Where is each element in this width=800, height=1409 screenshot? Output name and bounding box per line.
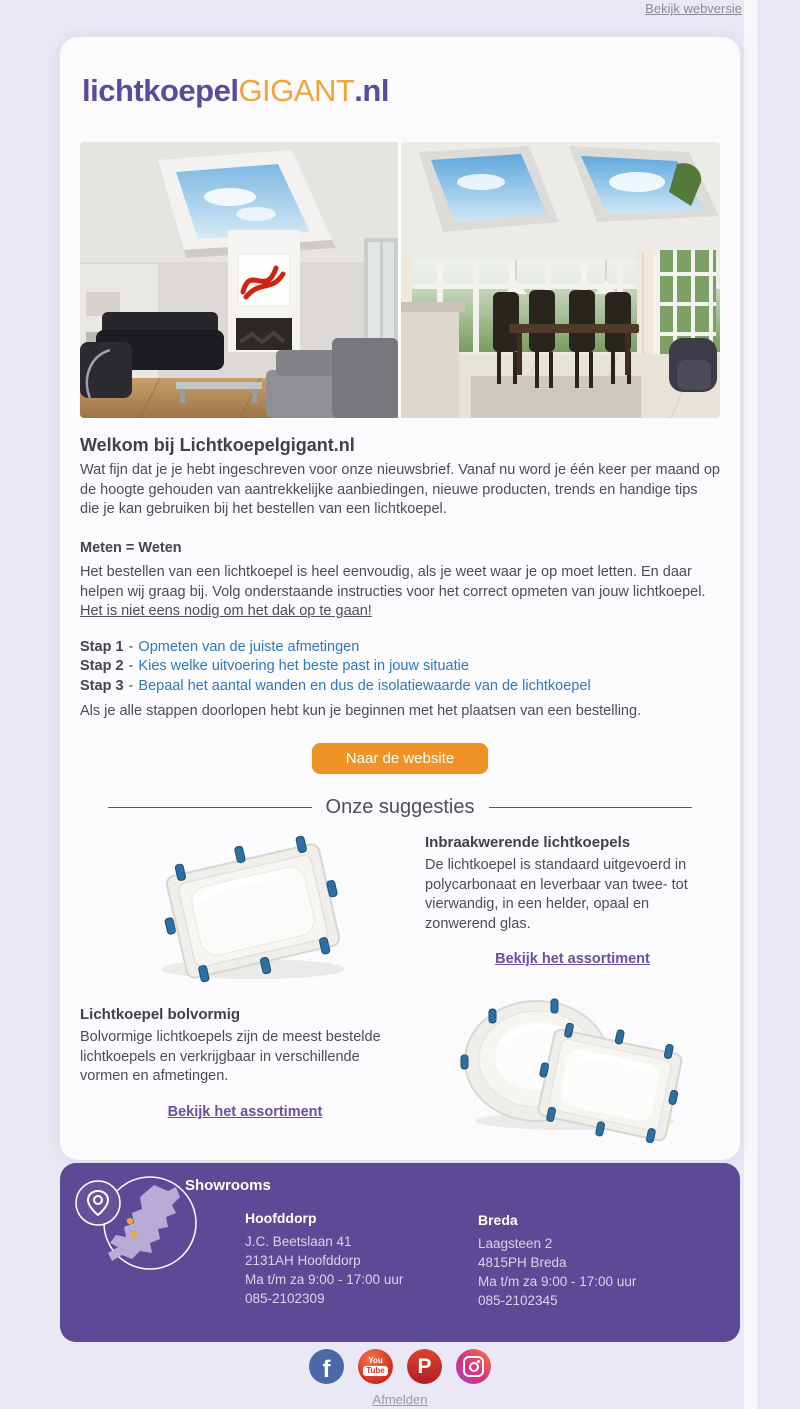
cta-row	[80, 743, 720, 774]
step-separator: -	[128, 658, 134, 675]
divider-line	[489, 807, 693, 808]
logo-text-gigant: GIGANT	[238, 73, 355, 108]
closing-paragraph: Als je alle stappen doorlopen hebt kun je beginnen met het plaatsen van een bestelling.	[80, 702, 642, 719]
step-separator: -	[128, 638, 134, 655]
meten-weten-heading: Meten = Weten	[80, 539, 182, 556]
showroom-phone: 085-2102345	[478, 1293, 558, 1308]
square-dome-illustration	[135, 837, 370, 985]
pinterest-glyph: P	[417, 1354, 432, 1378]
steps-list	[80, 638, 720, 697]
step-separator: -	[128, 677, 134, 694]
hero-left-livingroom	[80, 142, 398, 418]
suggestion-row-bolvormig	[80, 993, 720, 1133]
divider-line	[108, 807, 312, 808]
showroom-address: J.C. Beetslaan 41	[245, 1234, 352, 1249]
youtube-tube-text: Tube	[363, 1366, 388, 1376]
showroom-name: Breda	[478, 1212, 518, 1228]
round-dome-illustration	[445, 993, 695, 1133]
suggestion-row-inbraakwerend	[80, 831, 720, 985]
step-2-label: Stap 2	[80, 658, 124, 675]
logo-text-lichtkoepel: lichtkoepel	[82, 73, 239, 108]
welcome-heading: Welkom bij Lichtkoepelgigant.nl	[80, 435, 355, 455]
youtube-icon[interactable]	[358, 1349, 393, 1384]
instagram-camera-glyph	[463, 1356, 484, 1377]
suggestion-description: Bolvormige lichtkoepels zijn de meest bestelde lichtkoepels en verkrijgbaar in verschillende vormen en afmetingen.	[80, 1029, 381, 1085]
background-strip	[744, 0, 757, 1409]
brand-logo	[82, 75, 720, 106]
facebook-icon[interactable]	[309, 1349, 344, 1384]
suggestion-title: Lichtkoepel bolvormig	[80, 1006, 241, 1024]
unsubscribe-link[interactable]: Afmelden	[372, 1392, 428, 1407]
showroom-hours: Ma t/m za 9:00 - 17:00 uur	[478, 1274, 637, 1289]
logo-text-nl: .nl	[354, 73, 389, 108]
suggestion-title: Inbraakwerende lichtkoepels	[425, 834, 631, 852]
hero-right-diningroom	[401, 142, 720, 418]
assortiment-link-1[interactable]: Bekijk het assortiment	[495, 951, 650, 968]
step-3-link[interactable]: Bepaal het aantal wanden en dus de isolatiewaarde van de lichtkoepel	[138, 677, 591, 694]
pinterest-icon[interactable]	[407, 1349, 442, 1384]
webversion-link[interactable]: Bekijk webversie	[645, 1, 742, 16]
showroom-city: 4815PH Breda	[478, 1255, 567, 1270]
step-1	[80, 638, 720, 658]
youtube-you-text: You	[368, 1356, 383, 1365]
showroom-breda	[478, 1211, 636, 1310]
showrooms-title: Showrooms	[185, 1177, 271, 1194]
facebook-glyph: f	[322, 1355, 331, 1383]
step-1-link[interactable]: Opmeten van de juiste afmetingen	[138, 638, 360, 655]
product-image-bolvormig	[420, 993, 720, 1133]
showroom-hours: Ma t/m za 9:00 - 17:00 uur	[245, 1272, 404, 1287]
showroom-phone: 085-2102309	[245, 1291, 325, 1306]
email-body-card	[60, 37, 740, 1160]
step-3-label: Stap 3	[80, 677, 124, 694]
showroom-city: 2131AH Hoofddorp	[245, 1253, 361, 1268]
dak-op-link[interactable]: Het is niet eens nodig om het dak op te gaan!	[80, 603, 372, 619]
suggestion-description: De lichtkoepel is standaard uitgevoerd in polycarbonaat en leverbaar van twee- tot vierwandig, in een helder, opaal en zonwerend glas.	[425, 857, 688, 932]
showroom-hoofddorp	[245, 1209, 403, 1308]
suggestion-text-inbraakwerend	[425, 831, 720, 985]
hero-image	[80, 142, 720, 418]
assortiment-link-2[interactable]: Bekijk het assortiment	[167, 1103, 323, 1120]
step-3	[80, 677, 720, 697]
step-2	[80, 657, 720, 677]
suggestions-title: Onze suggesties	[325, 796, 475, 819]
product-image-inbraakwerend	[80, 831, 425, 985]
social-links	[0, 1349, 800, 1384]
showroom-address: Laagsteen 2	[478, 1236, 553, 1251]
suggestion-text-bolvormig	[80, 993, 420, 1133]
meten-paragraph	[80, 563, 720, 622]
footer	[60, 1163, 740, 1342]
step-2-link[interactable]: Kies welke uitvoering het beste past in jouw situatie	[138, 658, 469, 675]
suggestions-heading	[80, 796, 720, 819]
showroom-name: Hoofddorp	[245, 1210, 317, 1226]
instagram-icon[interactable]	[456, 1349, 491, 1384]
step-1-label: Stap 1	[80, 638, 124, 655]
meten-text: Het bestellen van een lichtkoepel is heel eenvoudig, als je weet waar je op moet letten. En daar helpen wij graag bij. Volg onderstaande instructies voor het correct opmeten van jouw lichtkoepel.	[80, 564, 706, 600]
intro-paragraph: Wat fijn dat je je hebt ingeschreven voor onze nieuwsbrief. Vanaf nu word je één keer per maand op de hoogte gehouden van aantrekkelijke aanbiedingen, nieuwe producten, trends en handige tips die je kan gebruiken bij het bestellen van een lichtkoepel.	[80, 462, 720, 517]
naar-de-website-button[interactable]: Naar de website	[312, 743, 488, 774]
